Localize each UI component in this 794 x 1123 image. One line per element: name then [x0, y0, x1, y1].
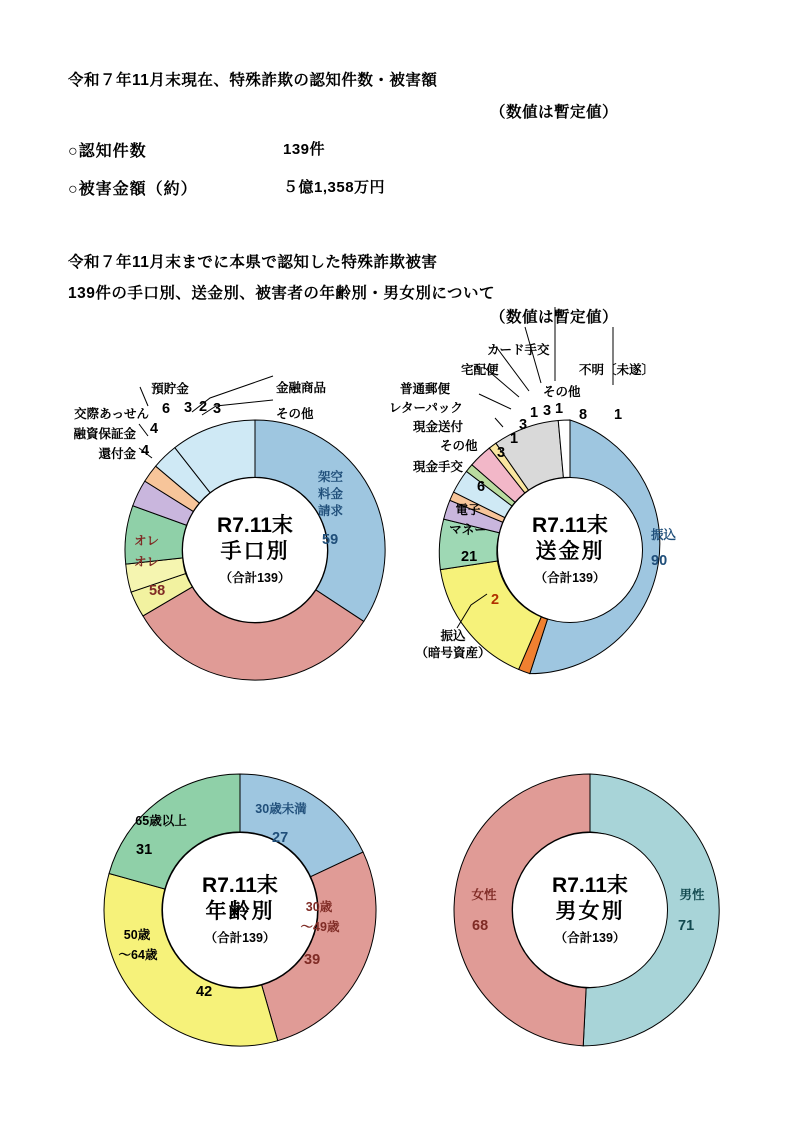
chart-nenrei-center-line1: R7.11末: [202, 874, 278, 898]
label-nenrei-50s-2: ～64歳: [118, 948, 158, 962]
label-soukin-card-shukou: カード手交: [487, 343, 550, 357]
label-shuhou-oreore-2: オレ: [134, 555, 160, 569]
label-shuhou-ryoukin: 料金: [318, 487, 344, 501]
label-shuhou-kanpukin: 還付金: [98, 447, 136, 461]
label-soukin-furikomi: 振込: [651, 528, 677, 542]
value-soukin-takuhaibin: 3: [543, 403, 552, 419]
chart-soukin-center-line2: 送金別: [535, 540, 605, 564]
label-nenrei-30s-2: ～49歳: [300, 920, 340, 934]
chart-shuhou-center-line1: R7.11末: [217, 514, 293, 538]
chart-danjo-center-total: （合計139）: [554, 930, 626, 945]
value-nenrei-over65: 31: [136, 842, 153, 858]
chart-soukin: [389, 343, 705, 685]
value-soukin-sonota-b: 8: [579, 407, 588, 423]
chart-nenrei-center-total: （合計139）: [204, 930, 276, 945]
damage-amount-value: ５億1,358万円: [283, 179, 386, 196]
value-shuhou-kanpukin: 4: [141, 443, 150, 459]
label-shuhou-kousai: 交際あっせん: [74, 407, 149, 421]
value-nenrei-30s: 39: [304, 952, 321, 968]
label-shuhou-seikyuu: 請求: [318, 504, 344, 518]
label-soukin-denshi-1: 電子: [455, 503, 481, 517]
label-nenrei-over65: 65歳以上: [135, 814, 187, 828]
chart-shuhou-leaders: [20, 370, 400, 500]
label-nenrei-30s-1: 30歳: [305, 900, 333, 914]
value-soukin-crypto: 2: [491, 592, 500, 608]
value-soukin-card-shukou: 1: [555, 401, 564, 417]
label-nenrei-under30: 30歳未満: [255, 802, 307, 816]
value-nenrei-under30: 27: [272, 830, 289, 846]
label-shuhou-sonota: その他: [276, 407, 314, 421]
label-soukin-crypto-1: 振込: [440, 629, 466, 643]
label-danjo-male: 男性: [679, 888, 705, 902]
label-soukin-letterpack: レターパック: [389, 401, 463, 415]
label-shuhou-kakuu: 架空: [318, 470, 344, 484]
label-soukin-genkin-soufu: 現金送付: [413, 420, 464, 434]
label-shuhou-kinyuu: 金融商品: [276, 381, 327, 395]
label-soukin-genkin-shukou: 現金手交: [413, 460, 464, 474]
chart-nenrei: [100, 770, 380, 1050]
case-count-value: 139件: [283, 141, 326, 158]
value-soukin-sonota-a: 3: [497, 445, 506, 461]
chart-soukin-center-total: （合計139）: [534, 570, 606, 585]
label-soukin-denshi-2: マネー: [449, 523, 487, 537]
page-title: 令和７年11月末現在、特殊詐欺の認知件数・被害額: [68, 72, 438, 89]
chart-soukin-leaders: [375, 355, 715, 655]
label-soukin-sonota-b: その他: [543, 385, 581, 399]
value-soukin-letterpack: 3: [519, 417, 528, 433]
chart-danjo-center-line1: R7.11末: [552, 874, 628, 898]
damage-amount-label: ○被害金額（約）: [68, 181, 198, 198]
chart-shuhou-center-total: （合計139）: [219, 570, 291, 585]
value-soukin-denshi: 21: [461, 549, 478, 565]
chart-danjo-center: [512, 832, 668, 988]
label-soukin-futsuu-yuubin: 普通郵便: [400, 382, 451, 396]
value-nenrei-50s: 42: [196, 984, 213, 1000]
value-soukin-genkin-shukou: 6: [477, 479, 486, 495]
value-shuhou-yochokin: 3: [184, 400, 193, 416]
label-nenrei-50s-1: 50歳: [123, 928, 151, 942]
value-shuhou-kousai: 6: [162, 401, 171, 417]
value-soukin-fumei: 1: [614, 407, 623, 423]
chart-soukin-center-line1: R7.11末: [532, 514, 608, 538]
case-count-label: ○認知件数: [68, 143, 147, 160]
value-soukin-furikomi: 90: [651, 553, 668, 569]
label-soukin-sonota-a: その他: [440, 439, 478, 453]
chart-nenrei-center-line2: 年齢別: [205, 900, 275, 924]
subtitle-line-1: 令和７年11月末までに本県で認知した特殊詐欺被害: [68, 254, 438, 271]
value-soukin-futsuu-yuubin: 1: [530, 405, 539, 421]
chart-danjo-center-line2: 男女別: [555, 900, 625, 924]
value-soukin-genkin-soufu: 1: [510, 431, 519, 447]
label-soukin-takuhaibin: 宅配便: [461, 363, 499, 377]
subtitle-line-2: 139件の手口別、送金別、被害者の年齢別・男女別について: [68, 285, 496, 302]
label-soukin-crypto-2: （暗号資産）: [415, 646, 491, 660]
value-shuhou-sonota: 3: [213, 401, 222, 417]
chart-shuhou: [73, 381, 390, 685]
provisional-note-top: （数値は暫定値）: [490, 104, 619, 121]
value-shuhou-kakuu: 59: [322, 532, 339, 548]
provisional-note-bottom: （数値は暫定値）: [490, 309, 619, 326]
chart-shuhou-center-line2: 手口別: [220, 540, 290, 564]
value-danjo-male: 71: [678, 918, 695, 934]
value-shuhou-kinyuu: 2: [199, 399, 208, 415]
label-shuhou-yuushi: 融資保証金: [73, 427, 136, 441]
label-shuhou-oreore-1: オレ: [134, 534, 160, 548]
label-danjo-female: 女性: [471, 888, 497, 902]
label-soukin-fumei: 不明〔未遂〕: [579, 363, 655, 377]
label-shuhou-yochokin: 預貯金: [151, 382, 189, 396]
chart-danjo: [450, 770, 730, 1050]
value-shuhou-oreore: 58: [149, 583, 166, 599]
value-shuhou-yuushi: 4: [150, 421, 159, 437]
value-danjo-female: 68: [472, 918, 489, 934]
